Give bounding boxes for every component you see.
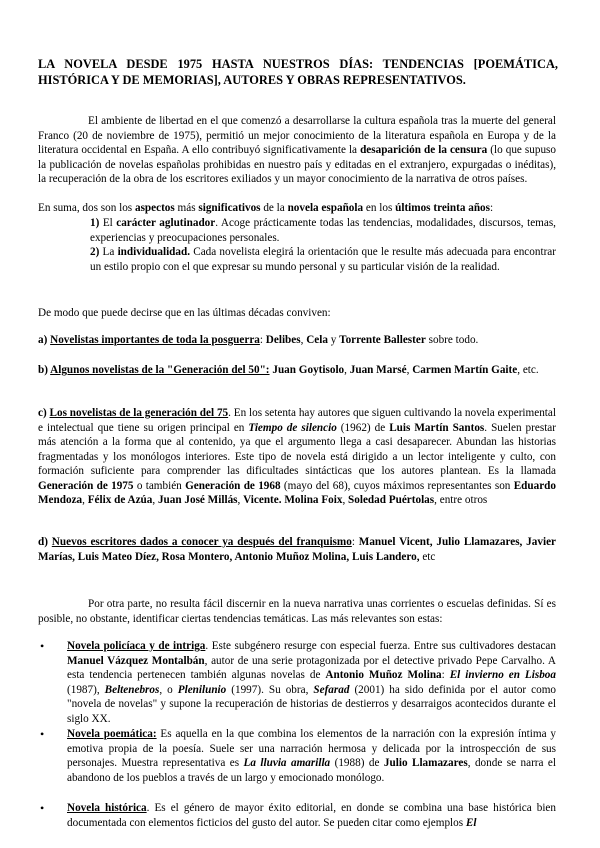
section-d: [38, 535, 556, 564]
section-label: b): [38, 364, 51, 376]
section-a: [38, 333, 556, 348]
bullet-heading: Novela poemática:: [67, 728, 157, 740]
author-name: Manuel Vicent, Julio Llamazares, Javier Marías, Luis Mateo Díez, Rosa Montero, Antonio Muñoz Molina, Luis Landero,: [38, 536, 557, 563]
work-title: Sefarad: [313, 683, 350, 696]
text-run: :: [259, 334, 266, 346]
section-b: [38, 363, 556, 378]
text-run: El: [99, 217, 117, 229]
text-run: , o: [159, 683, 178, 696]
author-name: Manuel Vázquez Montalbán: [67, 654, 205, 667]
section-heading: Novelistas importantes de toda la posguerra: [50, 334, 260, 346]
text-run: ,: [152, 494, 158, 506]
text-run: etc: [419, 550, 436, 563]
text-run: (1987),: [67, 683, 105, 696]
author-name: Juan Goytisolo: [272, 364, 345, 376]
section-label: d): [38, 536, 52, 548]
bold-term: aspectos: [134, 202, 175, 214]
section-heading: Nuevos escritores dados a conocer ya después del franquismo: [51, 536, 352, 548]
text-run: ,: [82, 494, 88, 506]
bold-term: Generación de 1975: [38, 479, 134, 492]
work-title: Tiempo de silencio: [248, 421, 337, 434]
text-run: :: [490, 202, 494, 214]
bullet-marker: •: [40, 639, 45, 653]
numbered-point-1: [90, 216, 556, 245]
text-run: (2001) ha sido definida por el autor como "novela de novelas" y supone la recuperación de historias de destierros y desarraigos acontecidos durante el siglo XX.: [67, 683, 557, 725]
text-run: más: [174, 202, 199, 214]
work-title: Beltenebros: [104, 683, 160, 696]
author-name: Vicente. Molina Foix: [243, 494, 343, 506]
text-run: , autor de una serie protagonizada por el detective privado Pepe Carvalho. A esta tendencia pertenecen también algunas novelas de: [67, 654, 557, 681]
text-run: ,: [344, 364, 350, 376]
conviven-line: De modo que puede decirse que en las últimas décadas conviven:: [38, 307, 331, 319]
text-run: , donde se narra el abandono de los pueblos a través de un largo y emocionado monólogo.: [67, 757, 557, 784]
section-c: [38, 406, 556, 508]
bold-term: desaparición de la censura: [360, 144, 488, 156]
author-name: Félix de Azúa: [87, 494, 153, 506]
bold-term: carácter aglutinador: [116, 217, 216, 229]
text-run: ,: [237, 494, 244, 506]
section-heading: Los novelistas de la generación del 75: [49, 407, 229, 419]
numbered-point-2: [90, 245, 556, 274]
text-run: En suma, dos son los: [38, 202, 135, 214]
text-run: . En los setenta hay autores que siguen cultivando la novela experimental e intelectual que tiene su origen principal en: [38, 407, 556, 434]
text-run: :: [441, 669, 450, 681]
text-run: , etc.: [517, 364, 539, 376]
text-run: Es aquella en la que combina los elementos de la narración con la expresión íntima y emotiva propia de la poesía. Suele ser una narración hermosa y delicada por la introspección de sus personajes. Muestra representativa es: [67, 728, 556, 769]
summary-paragraph: [38, 201, 556, 216]
text-run: :: [351, 536, 359, 548]
text-run: La: [99, 246, 118, 258]
bullet-heading: Novela histórica: [67, 802, 147, 814]
bold-term: significativos: [198, 202, 261, 214]
bullet-item-poematica: [67, 727, 556, 785]
author-name: Carmen Martín Gaite: [412, 364, 518, 376]
text-run: (lo que supuso la publicación de novelas españolas prohibidas en nuestro país y editadas en el extranjero, expurgadas o inéditas), la recuperación de la obra de los escritores exiliados y un mayor conocimiento de la narrativa de otros países.: [38, 144, 556, 185]
intro-paragraph: [38, 114, 556, 187]
text-run: de la: [260, 202, 288, 214]
section-label: c): [38, 407, 50, 419]
author-name: Julio Llamazares: [383, 757, 468, 769]
text-run: (1962) de: [336, 421, 390, 434]
bold-term: novela española: [287, 202, 364, 214]
text-run: (mayo del 68), cuyos máximos representantes son: [280, 479, 514, 492]
section-heading: Algunos novelistas de la "Generación del 50":: [50, 364, 270, 376]
tendencias-intro: Por otra parte, no resulta fácil discernir en la nueva narrativa unas corrientes o escuelas definidas. Sí es posible, no obstante, identificar ciertas tendencias temáticas. Las más relevantes son estas:: [38, 598, 556, 625]
author-name: Antonio Muñoz Molina: [325, 669, 442, 681]
author-name: Juan José Millás: [157, 494, 238, 506]
text-run: sobre todo.: [425, 334, 479, 346]
text-run: . Suelen prestar más atención a la forma que al contenido, ya que el argumento llega a casi desaparecer. Abundan las historias fragmentadas y los monólogos interiores. Este tipo de novela está dirigido a un lector inteligente y culto, con formación suficiente para comprender las dificultades sintácticas que los autores plantean. Es la llamada: [38, 421, 556, 477]
work-title: El: [465, 816, 477, 829]
section-label: a): [38, 334, 51, 346]
bullet-marker: •: [40, 801, 45, 815]
text-run: , entre otros: [434, 494, 488, 506]
text-run: ,: [406, 364, 413, 376]
text-run: en los: [363, 202, 396, 214]
page-title: LA NOVELA DESDE 1975 HASTA NUESTROS DÍAS: TENDENCIAS [POEMÁTICA, HISTÓRICA Y DE MEMORIAS], AUTORES Y OBRAS REPRESENTATIVOS.: [38, 57, 558, 87]
bullet-item-historica: [67, 801, 556, 830]
bold-term: Generación de 1968: [185, 479, 281, 492]
author-name: Torrente Ballester: [339, 334, 426, 346]
author-name: Juan Marsé: [349, 364, 407, 376]
text-run: . Es el género de mayor éxito editorial, en donde se combina una base histórica bien documentada con elementos ficticios del gusto del autor. Se pueden citar como ejemplos: [67, 802, 556, 829]
author-name: Luis Martín Santos: [389, 421, 485, 434]
text-run: . Este subgénero resurge con especial fuerza. Entre sus cultivadores destacan: [205, 640, 556, 652]
text-run: ,: [300, 334, 307, 346]
author-name: Soledad Puértolas: [348, 494, 435, 506]
bullet-marker: •: [40, 727, 45, 741]
text-run: (1988) de: [330, 757, 384, 769]
work-title: Plenilunio: [177, 683, 227, 696]
bullet-item-policiaca: [67, 639, 556, 726]
point-number: 2): [90, 246, 100, 258]
author-name: Delibes: [265, 334, 301, 346]
text-run: ,: [342, 494, 349, 506]
bold-term: últimos treinta años: [395, 202, 491, 214]
text-run: (1997). Su obra,: [226, 683, 314, 696]
work-title: El invierno en Lisboa: [449, 669, 556, 681]
text-run: Cada novelista elegirá la orientación que le resulte más adecuada para encontrar un estilo propio con el que expresar su mundo personal y su particular visión de la realidad.: [90, 246, 556, 273]
text-run: o también: [133, 479, 186, 492]
point-number: 1): [90, 217, 100, 229]
text-run: . Acoge prácticamente todas las tendencias, modalidades, discursos, temas, experiencias y preocupaciones personales.: [90, 217, 556, 244]
author-name: Cela: [306, 334, 328, 346]
author-name: Eduardo Mendoza: [38, 479, 556, 506]
text-run: y: [327, 334, 340, 346]
work-title: La lluvia amarilla: [243, 757, 331, 769]
text-run: El ambiente de libertad en el que comenzó a desarrollarse la cultura española tras la muerte del general Franco (20 de noviembre de 1975), permitió un mejor conocimiento de la literatura española en Europa y de la literatura occidental en España. A ello contribuyó significativamente la: [38, 115, 556, 156]
bold-term: individualidad.: [117, 246, 191, 258]
bullet-heading: Novela policíaca y de intriga: [67, 640, 206, 652]
